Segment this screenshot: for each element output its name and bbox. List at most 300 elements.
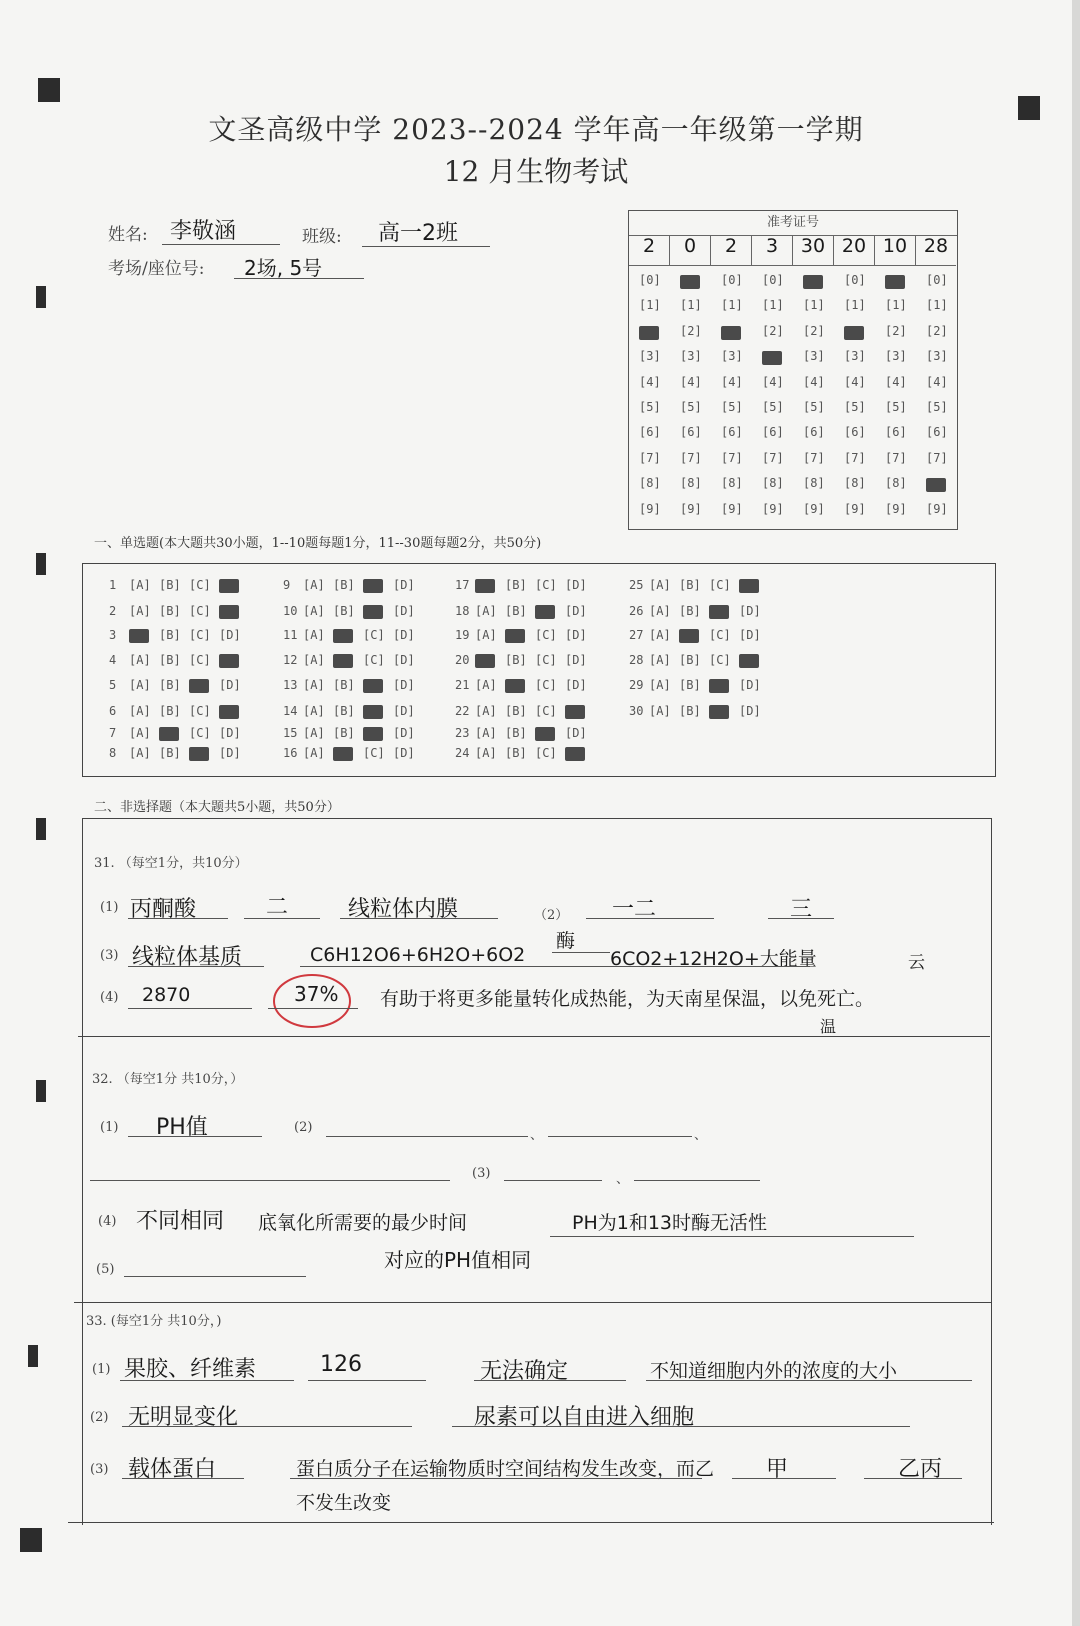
answer-filled-bubble[interactable] xyxy=(363,705,383,719)
answer-bubble[interactable]: [A] xyxy=(129,704,151,718)
separator: 、 xyxy=(616,1172,630,1187)
registration-mark-top-left xyxy=(38,78,60,102)
answer-filled-bubble[interactable] xyxy=(219,579,239,593)
answer-bubble[interactable]: [B] xyxy=(505,604,527,618)
exam-id-bubble[interactable]: [8] xyxy=(803,476,825,491)
q32-answer-4b: 底氧化所需要的最少时间 xyxy=(258,1212,468,1234)
exam-id-bubble[interactable]: [3] xyxy=(639,349,661,364)
answer-bubble[interactable]: [D] xyxy=(393,746,415,760)
exam-id-label: 准考证号 xyxy=(629,211,957,236)
q33-header: 33. (每空1分 共10分，) xyxy=(86,1314,222,1329)
exam-title: 文圣高级中学 2023--2024 学年高一年级第一学期 xyxy=(208,113,864,146)
answer-bubble[interactable]: [D] xyxy=(739,678,761,692)
exam-id-digit xyxy=(711,235,752,266)
answer-bubble[interactable]: [C] xyxy=(363,653,385,667)
exam-subtitle: 12 月生物考试 xyxy=(443,155,629,188)
exam-id-bubble[interactable]: [5] xyxy=(680,400,702,414)
answer-bubble[interactable]: [B] xyxy=(159,653,181,667)
answer-bubble[interactable]: [C] xyxy=(535,578,557,592)
exam-id-bubble[interactable]: [6] xyxy=(762,425,784,440)
answer-bubble[interactable]: [B] xyxy=(505,578,527,592)
answer-line xyxy=(504,1180,602,1181)
divider-31-32 xyxy=(78,1036,990,1037)
answer-line xyxy=(732,1478,836,1479)
exam-id-bubble[interactable]: [9] xyxy=(803,501,825,516)
room-label: 考场/座位号: xyxy=(108,259,205,279)
exam-id-bubble[interactable]: [9] xyxy=(844,501,866,516)
timing-mark xyxy=(36,1080,46,1102)
answer-filled-bubble[interactable] xyxy=(739,654,759,668)
answer-bubble[interactable]: [C] xyxy=(189,726,211,740)
q31-answer-3b: C6H12O6+6H2O+6O2 xyxy=(310,944,526,966)
question-number: 5 xyxy=(109,678,117,692)
question-number: 3 xyxy=(109,628,117,642)
exam-id-filled-bubble[interactable] xyxy=(885,275,905,289)
answer-bubble[interactable]: [A] xyxy=(129,653,151,667)
exam-id-digit-text: 0 xyxy=(683,235,697,257)
answer-bubble[interactable]: [C] xyxy=(363,746,385,760)
bottom-border xyxy=(68,1522,994,1523)
exam-id-bubble[interactable]: [7] xyxy=(721,450,743,465)
q32-part3-label: (3) xyxy=(472,1166,491,1181)
section1-title: 一、单选题(本大题共30小题，1--10题每题1分，11--30题每题2分，共50分) xyxy=(94,536,542,551)
answer-bubble[interactable]: [A] xyxy=(475,604,497,618)
answer-line xyxy=(646,1380,972,1381)
answer-bubble[interactable]: [B] xyxy=(679,653,701,667)
exam-id-digit-text: 3 xyxy=(765,235,779,257)
exam-id-bubble[interactable]: [1] xyxy=(803,298,825,313)
exam-id-bubble[interactable]: [8] xyxy=(639,476,661,491)
answer-filled-bubble[interactable] xyxy=(333,629,353,643)
q32-answer-4a: 不同相同 xyxy=(136,1209,225,1234)
question-number: 12 xyxy=(283,653,298,667)
exam-id-filled-bubble[interactable] xyxy=(639,326,659,340)
answer-line xyxy=(768,918,834,919)
exam-id-filled-bubble[interactable] xyxy=(926,478,946,492)
exam-id-bubble[interactable]: [2] xyxy=(926,323,948,338)
exam-id-bubble[interactable]: [6] xyxy=(803,425,825,440)
answer-bubble[interactable]: [A] xyxy=(129,746,151,760)
exam-id-bubble[interactable]: [5] xyxy=(844,400,866,414)
answer-bubble[interactable]: [B] xyxy=(679,604,701,618)
answer-bubble[interactable]: [A] xyxy=(475,726,497,740)
exam-id-bubble[interactable]: [2] xyxy=(762,323,784,338)
exam-id-bubble[interactable]: [0] xyxy=(926,273,948,287)
answer-bubble[interactable]: [D] xyxy=(739,704,761,718)
answer-bubble[interactable]: [B] xyxy=(333,578,355,592)
answer-filled-bubble[interactable] xyxy=(505,629,525,643)
exam-id-bubble[interactable]: [2] xyxy=(803,323,825,338)
q31-part4-label: (4) xyxy=(100,990,119,1005)
answer-bubble[interactable]: [C] xyxy=(535,704,557,718)
answer-bubble[interactable]: [A] xyxy=(129,604,151,618)
answer-bubble[interactable]: [B] xyxy=(159,746,181,760)
exam-id-bubble[interactable]: [7] xyxy=(762,450,784,465)
exam-id-bubble[interactable]: [5] xyxy=(926,400,948,414)
room-value: 2场, 5号 xyxy=(244,256,323,280)
exam-id-digit xyxy=(875,235,916,266)
answer-bubble[interactable]: [A] xyxy=(129,578,151,592)
answer-bubble[interactable]: [A] xyxy=(129,726,151,740)
q33-answer-1a: 果胶、纤维素 xyxy=(124,1357,257,1382)
exam-id-bubble[interactable]: [7] xyxy=(803,450,825,465)
exam-id-bubble[interactable]: [1] xyxy=(721,298,743,313)
answer-line xyxy=(122,1426,412,1427)
question-number: 9 xyxy=(283,578,291,592)
exam-id-bubble[interactable]: [1] xyxy=(844,298,866,313)
answer-line xyxy=(326,1136,528,1137)
answer-bubble[interactable]: [A] xyxy=(649,653,671,667)
exam-id-filled-bubble[interactable] xyxy=(762,351,782,365)
exam-id-bubble[interactable]: [7] xyxy=(844,450,866,465)
exam-id-bubble[interactable]: [6] xyxy=(926,425,948,440)
exam-id-bubble[interactable]: [9] xyxy=(680,501,702,516)
answer-bubble[interactable]: [A] xyxy=(303,704,325,718)
answer-bubble[interactable]: [D] xyxy=(565,578,587,592)
answer-filled-bubble[interactable] xyxy=(219,654,239,668)
exam-id-filled-bubble[interactable] xyxy=(844,326,864,340)
answer-bubble[interactable]: [A] xyxy=(303,628,325,642)
q31-part3-label: (3) xyxy=(100,948,119,963)
answer-line xyxy=(120,1380,294,1381)
exam-id-bubble[interactable]: [1] xyxy=(680,298,702,313)
exam-id-digit-text: 2 xyxy=(642,235,656,257)
question-number: 11 xyxy=(283,628,298,642)
exam-id-bubble[interactable]: [9] xyxy=(639,501,661,516)
exam-id-bubble[interactable]: [7] xyxy=(639,450,661,465)
answer-bubble[interactable]: [A] xyxy=(649,628,671,642)
q31-answer-4c: 有助于将更多能量转化成热能，为天南星保温，以免死亡。 xyxy=(380,988,875,1010)
answer-bubble[interactable]: [D] xyxy=(565,628,587,642)
exam-id-bubble[interactable]: [0] xyxy=(762,273,784,287)
question-number: 24 xyxy=(455,746,470,760)
question-number: 28 xyxy=(629,653,644,667)
q31-answer-4b: 37% xyxy=(294,982,339,1006)
exam-id-bubble[interactable]: [3] xyxy=(680,349,702,364)
exam-id-bubble[interactable]: [1] xyxy=(885,298,907,313)
answer-filled-bubble[interactable] xyxy=(219,605,239,619)
answer-bubble[interactable]: [D] xyxy=(219,678,241,692)
exam-id-bubble[interactable]: [5] xyxy=(762,400,784,414)
answer-bubble[interactable]: [D] xyxy=(393,726,415,740)
exam-id-bubble[interactable]: [3] xyxy=(844,349,866,364)
answer-bubble[interactable]: [D] xyxy=(219,726,241,740)
question-number: 20 xyxy=(455,653,470,667)
exam-id-bubble[interactable]: [0] xyxy=(639,273,661,287)
question-number: 2 xyxy=(109,604,117,618)
q31-answer-1b: 二 xyxy=(266,895,289,920)
q32-part5-label: (5) xyxy=(96,1262,115,1277)
answer-line xyxy=(124,1276,306,1277)
answer-bubble[interactable]: [C] xyxy=(189,578,211,592)
answer-filled-bubble[interactable] xyxy=(159,727,179,741)
q33-answer-2a: 无明显变化 xyxy=(128,1405,239,1430)
answer-bubble[interactable]: [B] xyxy=(159,678,181,692)
answer-line xyxy=(634,1180,760,1181)
exam-id-bubble[interactable]: [1] xyxy=(762,298,784,313)
answer-bubble[interactable]: [A] xyxy=(129,678,151,692)
answer-bubble[interactable]: [D] xyxy=(739,604,761,618)
q33-answer-3a: 载体蛋白 xyxy=(128,1457,217,1482)
exam-id-bubble[interactable]: [5] xyxy=(639,400,661,414)
answer-bubble[interactable]: [C] xyxy=(363,628,385,642)
exam-id-bubble[interactable]: [6] xyxy=(885,425,907,440)
answer-bubble[interactable]: [C] xyxy=(189,653,211,667)
answer-bubble[interactable]: [C] xyxy=(709,578,731,592)
answer-bubble[interactable]: [A] xyxy=(303,578,325,592)
exam-id-bubble[interactable]: [9] xyxy=(762,501,784,516)
question-number: 25 xyxy=(629,578,644,592)
q33-part1-label: (1) xyxy=(92,1362,111,1377)
answer-bubble[interactable]: [D] xyxy=(393,678,415,692)
question-number: 16 xyxy=(283,746,298,760)
separator: 、 xyxy=(694,1128,708,1143)
answer-bubble[interactable]: [B] xyxy=(159,604,181,618)
question-number: 15 xyxy=(283,726,298,740)
answer-line xyxy=(128,1136,262,1137)
answer-bubble[interactable]: [D] xyxy=(739,628,761,642)
answer-filled-bubble[interactable] xyxy=(219,705,239,719)
q31-enzyme-label: 酶 xyxy=(556,930,576,952)
exam-id-grid xyxy=(628,210,958,530)
exam-id-digit-text: 28 xyxy=(923,235,949,257)
answer-bubble[interactable]: [D] xyxy=(565,726,587,740)
answer-filled-bubble[interactable] xyxy=(709,705,729,719)
answer-filled-bubble[interactable] xyxy=(739,579,759,593)
answer-bubble[interactable]: [C] xyxy=(189,628,211,642)
answer-bubble[interactable]: [B] xyxy=(159,628,181,642)
answer-bubble[interactable]: [B] xyxy=(505,704,527,718)
exam-id-bubble[interactable]: [6] xyxy=(639,425,661,440)
timing-mark xyxy=(28,1345,38,1367)
answer-line xyxy=(128,1008,252,1009)
answer-bubble[interactable]: [A] xyxy=(649,704,671,718)
exam-id-bubble[interactable]: [4] xyxy=(803,374,825,389)
question-number: 26 xyxy=(629,604,644,618)
question-number: 29 xyxy=(629,678,644,692)
exam-id-digit-text: 2 xyxy=(724,235,738,257)
answer-filled-bubble[interactable] xyxy=(565,705,585,719)
exam-id-bubble[interactable]: [8] xyxy=(885,476,907,491)
answer-bubble[interactable]: [C] xyxy=(535,746,557,760)
answer-bubble[interactable]: [A] xyxy=(475,678,497,692)
q33-answer-3d: 乙丙 xyxy=(898,1457,943,1482)
exam-id-bubble[interactable]: [0] xyxy=(844,273,866,287)
answer-filled-bubble[interactable] xyxy=(679,629,699,643)
exam-id-bubble[interactable]: [9] xyxy=(885,501,907,516)
answer-bubble[interactable]: [C] xyxy=(189,704,211,718)
exam-id-digit xyxy=(834,235,875,266)
answer-bubble[interactable]: [D] xyxy=(565,604,587,618)
exam-id-digit-text: 20 xyxy=(841,235,867,257)
exam-id-bubble[interactable]: [4] xyxy=(680,374,702,389)
answer-bubble[interactable]: [A] xyxy=(649,678,671,692)
answer-bubble[interactable]: [C] xyxy=(189,604,211,618)
exam-id-bubble[interactable]: [6] xyxy=(680,425,702,440)
exam-id-bubble[interactable]: [5] xyxy=(803,400,825,414)
q31-answer-2b: 三 xyxy=(790,897,813,922)
answer-bubble[interactable]: [A] xyxy=(475,628,497,642)
answer-bubble[interactable]: [B] xyxy=(159,704,181,718)
exam-id-digit xyxy=(916,235,956,266)
section2-title: 二、非选择题（本大题共5小题，共50分） xyxy=(94,800,340,815)
answer-filled-bubble[interactable] xyxy=(333,654,353,668)
exam-id-bubble[interactable]: [4] xyxy=(762,374,784,389)
question-number: 7 xyxy=(109,726,117,740)
exam-id-bubble[interactable]: [4] xyxy=(926,374,948,389)
answer-bubble[interactable]: [D] xyxy=(393,653,415,667)
exam-id-bubble[interactable]: [3] xyxy=(803,349,825,364)
exam-id-bubble[interactable]: [3] xyxy=(721,349,743,364)
answer-filled-bubble[interactable] xyxy=(535,727,555,741)
answer-bubble[interactable]: [D] xyxy=(393,628,415,642)
answer-filled-bubble[interactable] xyxy=(475,654,495,668)
answer-bubble[interactable]: [B] xyxy=(333,726,355,740)
answer-filled-bubble[interactable] xyxy=(363,727,383,741)
answer-filled-bubble[interactable] xyxy=(475,579,495,593)
answer-bubble[interactable]: [D] xyxy=(219,746,241,760)
question-number: 21 xyxy=(455,678,470,692)
answer-bubble[interactable]: [B] xyxy=(679,704,701,718)
answer-bubble[interactable]: [B] xyxy=(505,746,527,760)
exam-id-bubble[interactable]: [4] xyxy=(885,374,907,389)
class-value: 高一2班 xyxy=(378,221,458,246)
exam-id-bubble[interactable]: [3] xyxy=(926,349,948,364)
timing-mark xyxy=(36,818,46,840)
answer-bubble[interactable]: [B] xyxy=(505,653,527,667)
answer-bubble[interactable]: [A] xyxy=(649,578,671,592)
timing-mark xyxy=(36,286,46,308)
answer-filled-bubble[interactable] xyxy=(709,679,729,693)
exam-id-bubble[interactable]: [8] xyxy=(844,476,866,491)
answer-line xyxy=(128,966,264,967)
exam-id-bubble[interactable]: [5] xyxy=(721,400,743,414)
exam-id-filled-bubble[interactable] xyxy=(680,275,700,289)
answer-filled-bubble[interactable] xyxy=(129,629,149,643)
exam-id-bubble[interactable]: [6] xyxy=(844,425,866,440)
answer-bubble[interactable]: [C] xyxy=(709,628,731,642)
answer-bubble[interactable]: [B] xyxy=(679,678,701,692)
exam-id-bubble[interactable]: [4] xyxy=(844,374,866,389)
answer-line xyxy=(128,918,228,919)
question-number: 14 xyxy=(283,704,298,718)
answer-bubble[interactable]: [B] xyxy=(159,578,181,592)
exam-id-bubble[interactable]: [6] xyxy=(721,425,743,440)
question-number: 1 xyxy=(109,578,117,592)
exam-id-bubble[interactable]: [9] xyxy=(926,501,948,516)
answer-bubble[interactable]: [D] xyxy=(393,704,415,718)
answer-bubble[interactable]: [A] xyxy=(303,726,325,740)
answer-filled-bubble[interactable] xyxy=(189,679,209,693)
answer-line xyxy=(290,1478,702,1479)
answer-filled-bubble[interactable] xyxy=(709,605,729,619)
exam-id-bubble[interactable]: [0] xyxy=(721,273,743,287)
exam-id-bubble[interactable]: [8] xyxy=(680,476,702,491)
q32-part2-label: (2) xyxy=(294,1120,313,1135)
q31-header: 31. （每空1分，共10分） xyxy=(94,856,248,871)
answer-bubble[interactable]: [C] xyxy=(535,678,557,692)
answer-line xyxy=(864,1478,962,1479)
answer-bubble[interactable]: [A] xyxy=(303,604,325,618)
name-value: 李敬涵 xyxy=(170,219,237,244)
answer-bubble[interactable]: [D] xyxy=(565,653,587,667)
answer-bubble[interactable]: [A] xyxy=(475,704,497,718)
answer-filled-bubble[interactable] xyxy=(363,579,383,593)
exam-id-bubble[interactable]: [4] xyxy=(721,374,743,389)
answer-filled-bubble[interactable] xyxy=(363,605,383,619)
answer-bubble[interactable]: [A] xyxy=(303,746,325,760)
q31-answer-3c: 6CO2+12H2O+大能量 xyxy=(610,948,817,970)
answer-bubble[interactable]: [C] xyxy=(709,653,731,667)
answer-filled-bubble[interactable] xyxy=(333,747,353,761)
exam-id-bubble[interactable]: [7] xyxy=(680,450,702,465)
answer-bubble[interactable]: [B] xyxy=(333,604,355,618)
answer-filled-bubble[interactable] xyxy=(535,605,555,619)
answer-bubble[interactable]: [B] xyxy=(505,726,527,740)
answer-filled-bubble[interactable] xyxy=(565,747,585,761)
exam-id-bubble[interactable]: [3] xyxy=(885,349,907,364)
answer-line xyxy=(244,918,320,919)
answer-bubble[interactable]: [A] xyxy=(475,746,497,760)
q31-answer-2a: 一二 xyxy=(612,897,657,922)
exam-id-bubble[interactable]: [7] xyxy=(885,450,907,465)
exam-id-bubble[interactable]: [1] xyxy=(926,298,948,313)
q33-answer-2b: 尿素可以自由进入细胞 xyxy=(474,1405,695,1430)
q31-answer-3a: 线粒体基质 xyxy=(132,945,243,970)
answer-filled-bubble[interactable] xyxy=(505,679,525,693)
answer-bubble[interactable]: [B] xyxy=(679,578,701,592)
answer-bubble[interactable]: [D] xyxy=(565,678,587,692)
exam-id-bubble[interactable]: [4] xyxy=(639,374,661,389)
multiple-choice-box xyxy=(82,563,996,777)
answer-bubble[interactable]: [C] xyxy=(535,628,557,642)
answer-bubble[interactable]: [D] xyxy=(393,578,415,592)
exam-id-bubble[interactable]: [5] xyxy=(885,400,907,414)
q31-correction-2: 温 xyxy=(820,1017,837,1036)
class-underline xyxy=(362,246,490,247)
exam-id-bubble[interactable]: [2] xyxy=(885,323,907,338)
answer-filled-bubble[interactable] xyxy=(363,679,383,693)
answer-bubble[interactable]: [D] xyxy=(393,604,415,618)
question-number: 30 xyxy=(629,704,644,718)
answer-line xyxy=(474,1380,626,1381)
answer-bubble[interactable]: [D] xyxy=(219,628,241,642)
answer-filled-bubble[interactable] xyxy=(189,747,209,761)
answer-line xyxy=(122,1478,244,1479)
exam-id-bubble[interactable]: [8] xyxy=(762,476,784,491)
answer-bubble[interactable]: [B] xyxy=(333,704,355,718)
answer-bubble[interactable]: [B] xyxy=(333,678,355,692)
question-number: 4 xyxy=(109,653,117,667)
answer-bubble[interactable]: [A] xyxy=(303,678,325,692)
exam-id-bubble[interactable]: [2] xyxy=(680,323,702,338)
exam-id-bubble[interactable]: [8] xyxy=(721,476,743,491)
answer-bubble[interactable]: [A] xyxy=(649,604,671,618)
exam-id-bubble[interactable]: [9] xyxy=(721,501,743,516)
registration-mark-bottom-left xyxy=(20,1528,42,1552)
answer-line xyxy=(90,1180,450,1181)
answer-bubble[interactable]: [A] xyxy=(303,653,325,667)
exam-id-filled-bubble[interactable] xyxy=(803,275,823,289)
q32-answer-1: PH值 xyxy=(156,1115,208,1140)
exam-id-bubble[interactable]: [1] xyxy=(639,298,661,313)
answer-bubble[interactable]: [C] xyxy=(535,653,557,667)
q32-answer-4c: PH为1和13时酶无活性 xyxy=(572,1212,768,1234)
exam-id-bubble[interactable]: [7] xyxy=(926,450,948,465)
exam-id-digit-text: 10 xyxy=(882,235,908,257)
exam-id-filled-bubble[interactable] xyxy=(721,326,741,340)
answer-line xyxy=(548,1136,692,1137)
